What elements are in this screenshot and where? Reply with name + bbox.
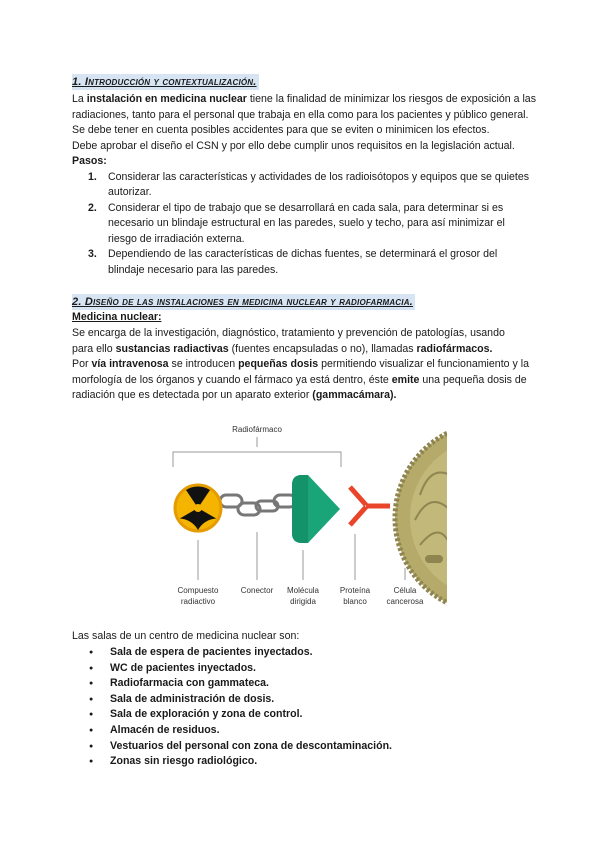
paragraph-line	[72, 342, 542, 358]
step-text: blindaje necesario para las paredes.	[108, 264, 279, 277]
room-label: Sala de exploración y zona de control.	[110, 708, 303, 721]
text: para ello	[72, 342, 116, 355]
step-line	[72, 216, 542, 232]
bullet-icon: ●	[89, 664, 94, 672]
room-label: Sala de administración de dosis.	[110, 692, 275, 705]
cancer-cell-icon	[395, 423, 450, 613]
text: se introducen	[168, 358, 239, 371]
bullet-icon: ●	[89, 726, 94, 734]
chain-connector-icon	[220, 495, 296, 515]
text: tiene la finalidad de minimizar los riesgos de exposición a las	[246, 93, 536, 105]
room-item	[72, 692, 542, 708]
step-line	[72, 170, 542, 186]
rooms-intro: Las salas de un centro de medicina nuclear son:	[72, 630, 300, 642]
figure-label: Célula	[393, 586, 417, 595]
room-item	[72, 707, 542, 723]
step-number: 2.	[88, 201, 97, 214]
section-2-paragraph	[72, 326, 542, 404]
room-label: Sala de espera de pacientes inyectados.	[110, 646, 313, 658]
text: una pequeña dosis de	[419, 373, 527, 386]
room-item	[72, 645, 542, 661]
figure-title: Radiofármaco	[232, 425, 282, 434]
step-text: necesario un blindaje estructural en las paredes, suelo y techo, para así minimizar el	[108, 217, 505, 230]
room-item	[72, 754, 542, 770]
figure-label: blanco	[343, 597, 367, 606]
figure-label: cancerosa	[386, 597, 424, 606]
step-text: autorizar.	[108, 186, 152, 199]
figure-label: Compuesto	[177, 586, 219, 595]
room-label: WC de pacientes inyectados.	[110, 661, 257, 674]
steps-label: Pasos:	[72, 155, 107, 167]
rooms-list	[72, 645, 542, 770]
text: radiación que es detectada por un aparato exterior	[72, 389, 313, 402]
text: morfología de los órganos y cuando el fármaco ya está dentro, éste	[72, 373, 392, 386]
bold-text: sustancias radiactivas	[115, 342, 229, 355]
bullet-icon: ●	[89, 742, 94, 750]
bold-text: radiofármacos.	[416, 342, 493, 355]
room-item	[72, 723, 542, 739]
paragraph-line	[72, 108, 542, 124]
step-text: riesgo de irradiación externa.	[108, 232, 245, 245]
room-label: Radiofarmacia con gammateca.	[110, 677, 269, 690]
step-number: 3.	[88, 248, 97, 261]
paragraph-line	[72, 123, 542, 139]
figure-label: radiactivo	[180, 597, 216, 606]
step-line	[72, 185, 542, 201]
bold-text: emite	[391, 373, 420, 386]
radiopharmaceutical-diagram	[150, 415, 450, 615]
text: permitiendo visualizar el funcionamiento y la	[318, 358, 529, 371]
room-item	[72, 661, 542, 677]
bracket	[173, 437, 341, 467]
bold-text: pequeñas dosis	[238, 358, 319, 371]
section-1-heading: 1. Introducción y contextualización.	[72, 76, 257, 88]
figure-label: Molécula	[286, 586, 320, 595]
text: Por	[72, 358, 92, 371]
paragraph-line	[72, 326, 542, 342]
section-2-heading: 2. Diseño de las instalaciones en medicina nuclear y radiofarmacia.	[72, 296, 413, 308]
text: Se debe tener en cuenta posibles accidentes para que se eviten o minimicen los efectos.	[72, 124, 490, 137]
bullet-icon: ●	[89, 695, 94, 703]
step-line	[72, 263, 542, 279]
bold-text: instalación en medicina nuclear	[86, 93, 247, 105]
text: Debe aprobar el diseño el CSN y por ello debe cumplir unos requisitos en la legislación actual.	[72, 139, 515, 152]
bullet-icon: ●	[89, 711, 94, 719]
bold-text: vía intravenosa	[91, 358, 169, 371]
step-line	[72, 232, 542, 248]
figure-label: Proteína	[339, 586, 371, 595]
step-text: Considerar las características y actividades de los radioisótopos y equipos que se quietes	[108, 170, 530, 183]
text: Se encarga de la investigación, diagnóstico, tratamiento y prevención de patologías, usando	[72, 327, 505, 339]
paragraph-line	[72, 357, 542, 373]
bullet-icon: ●	[89, 649, 94, 656]
bullet-icon: ●	[89, 680, 94, 688]
step-text: Considerar el tipo de trabajo que se desarrollará en cada sala, para determinar si es	[108, 201, 504, 214]
room-item	[72, 739, 542, 755]
room-label: Zonas sin riesgo radiológico.	[110, 755, 258, 768]
figure-label: Conector	[240, 586, 274, 595]
medicina-nuclear-subheading: Medicina nuclear:	[72, 311, 162, 323]
text: radiaciones, tanto para el personal que trabaja en ella como para los pacientes y público general.	[72, 108, 529, 121]
section-1-paragraph	[72, 92, 542, 154]
steps-list	[72, 170, 542, 279]
figure-label: dirigida	[290, 597, 316, 606]
bullet-icon: ●	[89, 758, 94, 766]
room-item	[72, 676, 542, 692]
paragraph-line	[72, 388, 542, 404]
paragraph-line	[72, 373, 542, 389]
paragraph-line	[72, 139, 542, 155]
paragraph-line	[72, 92, 542, 108]
target-protein-icon	[350, 487, 390, 525]
step-text: Dependiendo de las características de dichas fuentes, se determinará el grosor del	[108, 248, 498, 261]
step-number: 1.	[88, 170, 97, 183]
room-label: Vestuarios del personal con zona de descontaminación.	[110, 739, 392, 752]
bold-text: (gammacámara).	[312, 389, 397, 402]
room-label: Almacén de residuos.	[110, 723, 220, 736]
step-line	[72, 201, 542, 217]
text: La	[72, 93, 87, 105]
text: (fuentes encapsuladas o no), llamadas	[228, 342, 417, 355]
step-line	[72, 247, 542, 263]
